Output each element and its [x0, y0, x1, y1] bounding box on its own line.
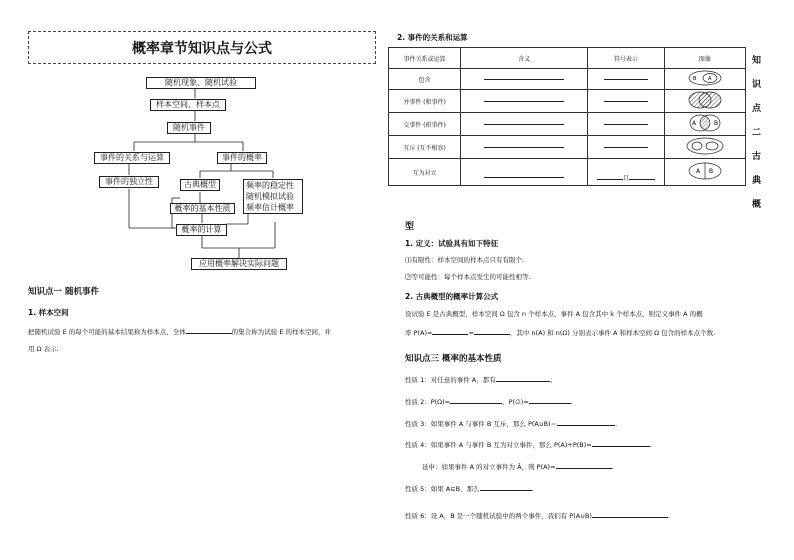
formula-suffix: ，其中 n(A) 和 n(Ω) 分别表示事件 A 和样本空间 Ω 包含的样本点个数. — [509, 329, 716, 337]
classical-feature-2: ⑵等可能性：每个样本点发生的可能性相等. — [405, 273, 531, 281]
blank-line — [604, 100, 648, 102]
venn-disjoint-icon — [685, 136, 725, 156]
flow-event-probability — [217, 152, 267, 164]
property-4-end: . — [649, 441, 652, 449]
section3-heading: 知识点三 概率的基本性质 — [405, 354, 502, 364]
flow-application-label: 应用概率解决实际问题 — [199, 259, 279, 268]
venn-union-icon — [685, 90, 725, 110]
table-row — [389, 113, 746, 136]
property-2-end: . — [570, 398, 573, 406]
th-diagram: 图像 — [664, 48, 745, 69]
flow-classical-model-label: 古典概型 — [184, 180, 216, 189]
formula-prefix: 率 P(A)= — [405, 329, 433, 337]
side-char: 识 — [752, 80, 762, 90]
property-1-text: 性质 1：对任意的事件 A，都有 — [405, 376, 496, 384]
side-char: 点 — [752, 104, 762, 114]
event-relations-table — [388, 47, 746, 186]
property-3-end: . — [615, 420, 618, 428]
row-symbol — [588, 90, 665, 113]
flow-event-independence-label: 事件的独立性 — [105, 177, 153, 186]
th-relation: 事件关系或运算 — [389, 48, 461, 69]
section2-heading: 2. 事件的关系和运算 — [397, 33, 468, 42]
side-char: 典 — [752, 176, 762, 186]
property-5 — [405, 483, 534, 493]
blank-line — [604, 123, 648, 125]
venn-complement-icon — [685, 161, 725, 181]
flow-classical-model — [180, 179, 220, 191]
flow-basic-properties-label: 概率的基本性质 — [174, 204, 231, 213]
section1-sub1: 1. 样本空间 — [28, 308, 69, 317]
property-5-text: 性质 5：如果 A⊆B，那么 — [405, 485, 480, 493]
blank-line — [484, 176, 564, 178]
blank-line — [484, 100, 564, 102]
flow-frequency-estimate-label: 频率估计概率 — [246, 203, 294, 212]
table-row — [389, 136, 746, 159]
venn-intersection-icon — [685, 113, 725, 133]
property-4-text: 性质 4：如果事件 A 与事件 B 互为对立事件，那么 P(A)+P(B)= — [405, 441, 592, 449]
row-diagram — [664, 113, 745, 136]
classical-feature-1: ⑴有限性：样本空间的样本点只有有限个. — [405, 256, 525, 264]
row-name: 互为对立 — [389, 159, 461, 186]
side-char-wrap: 型 — [405, 222, 415, 232]
flow-random-phenomenon — [146, 77, 256, 89]
side-char: 知 — [752, 56, 762, 66]
flow-random-event-label: 随机事件 — [173, 123, 205, 132]
section1-line1b: 的集合称为试验 E 的样本空间，并 — [231, 328, 331, 336]
row-meaning — [461, 136, 588, 159]
flow-event-relations — [94, 152, 170, 164]
section1-heading: 知识点一 随机事件 — [28, 287, 99, 297]
flow-sample-space — [150, 99, 226, 111]
blank-p3 — [557, 418, 618, 428]
svg-text:A: A — [691, 120, 696, 127]
row-name: 交事件 (积事件) — [389, 113, 461, 136]
table-header-row — [389, 48, 746, 69]
svg-text:B: B — [708, 168, 713, 175]
property-extension — [422, 461, 614, 471]
property-2b: ，P(∅)= — [502, 398, 529, 406]
th-meaning: 含义 — [461, 48, 588, 69]
blank-p6 — [592, 510, 671, 520]
blank-line — [629, 178, 655, 180]
property-3 — [405, 418, 617, 428]
blank-sample-points — [186, 326, 232, 334]
property-2a: 性质 2：P(Ω)= — [405, 398, 451, 406]
flow-frequency-stability-label: 频率的稳定性 — [246, 181, 294, 190]
row-meaning — [461, 90, 588, 113]
flow-random-simulation-label: 随机模拟试验 — [246, 192, 294, 201]
formula-equals: = — [468, 329, 474, 337]
row-diagram — [664, 90, 745, 113]
property-5-end: . — [531, 485, 534, 493]
classical-formula-heading: 2. 古典概型的概率计算公式 — [405, 292, 499, 301]
classical-def-heading: 1. 定义：试验具有如下特征 — [405, 239, 499, 248]
row-meaning — [461, 113, 588, 136]
svg-text:A: A — [707, 76, 712, 82]
blank-line — [484, 123, 564, 125]
flow-random-phenomenon-label: 随机现象、随机试验 — [165, 78, 237, 87]
row-symbol — [588, 136, 665, 159]
classical-formula-line1: 设试验 E 是古典概型，样本空间 Ω 包含 n 个样本点，事件 A 包含其中 k 个样本点，则定义事件 A 的概 — [405, 310, 703, 318]
blank-formula-1 — [432, 327, 468, 335]
blank-p4 — [592, 439, 650, 447]
flow-probability-calc-label: 概率的计算 — [181, 225, 222, 234]
table-row — [389, 69, 746, 90]
table-row — [389, 159, 746, 186]
flow-frequency-group — [243, 179, 303, 214]
property-4 — [405, 439, 652, 449]
th-symbol: 符号表示 — [588, 48, 665, 69]
flow-basic-properties — [170, 203, 235, 214]
blank-line — [604, 78, 648, 80]
flow-probability-calc — [176, 224, 227, 236]
svg-text:B: B — [713, 120, 718, 127]
extension-end: . — [611, 463, 614, 471]
side-char: 古 — [752, 152, 762, 162]
section1-line1 — [28, 326, 331, 336]
blank-formula-2 — [474, 327, 510, 335]
section1-line2: 用 Ω 表示. — [28, 345, 59, 353]
flow-event-relations-label: 事件的关系与运算 — [100, 153, 164, 162]
row-diagram — [664, 159, 745, 186]
row-diagram — [664, 69, 745, 90]
blank-line — [484, 78, 564, 80]
blank-p1 — [496, 374, 550, 382]
svg-text:A: A — [695, 168, 700, 175]
row-name: 互斥 (互不相容) — [389, 136, 461, 159]
page-title-text: 概率章节知识点与公式 — [132, 40, 272, 57]
section1-line1a: 把随机试验 E 的每个可能的基本结果称为样本点，全体 — [28, 328, 186, 336]
blank-line — [604, 146, 648, 148]
row-symbol — [588, 159, 665, 186]
svg-text:B: B — [692, 76, 697, 82]
blank-ext — [556, 461, 612, 469]
row-name: 包含 — [389, 69, 461, 90]
row-symbol — [588, 69, 665, 90]
symbol-and: 且 — [622, 175, 629, 182]
venn-subset-icon — [685, 69, 725, 87]
flow-random-event — [167, 122, 211, 134]
flowchart-connectors — [0, 0, 390, 280]
classical-formula-line2 — [405, 327, 715, 337]
blank-line — [484, 146, 564, 148]
row-meaning — [461, 69, 588, 90]
flow-event-independence — [99, 176, 159, 188]
row-name: 并事件 (和事件) — [389, 90, 461, 113]
side-char: 二 — [752, 128, 762, 138]
property-2 — [405, 396, 573, 406]
property-6-text: 性质 6：设 A，B 是一个随机试验中的两个事件，我们有 P(A∪B) — [405, 512, 592, 520]
blank-line — [597, 178, 623, 180]
flow-sample-space-label: 样本空间、样本点 — [156, 100, 220, 109]
property-1-end: ； — [549, 376, 557, 384]
table-row — [389, 90, 746, 113]
property-3-text: 性质 3：如果事件 A 与事件 B 互斥，那么 P(A∪B)＝ — [405, 420, 558, 428]
flow-application — [191, 258, 287, 270]
side-char: 概 — [752, 200, 762, 210]
row-symbol — [588, 113, 665, 136]
property-1 — [405, 374, 556, 384]
property-6-end: . — [667, 512, 671, 520]
row-diagram — [664, 136, 745, 159]
blank-p5 — [480, 483, 532, 491]
extension-text: 延申：如果事件 A 的对立事件为 Ā，则 P(A)= — [422, 463, 556, 471]
blank-p2b — [529, 396, 571, 404]
row-meaning — [461, 159, 588, 186]
blank-p2a — [450, 396, 502, 404]
flow-event-probability-label: 事件的概率 — [222, 153, 262, 162]
property-6 — [405, 510, 670, 520]
